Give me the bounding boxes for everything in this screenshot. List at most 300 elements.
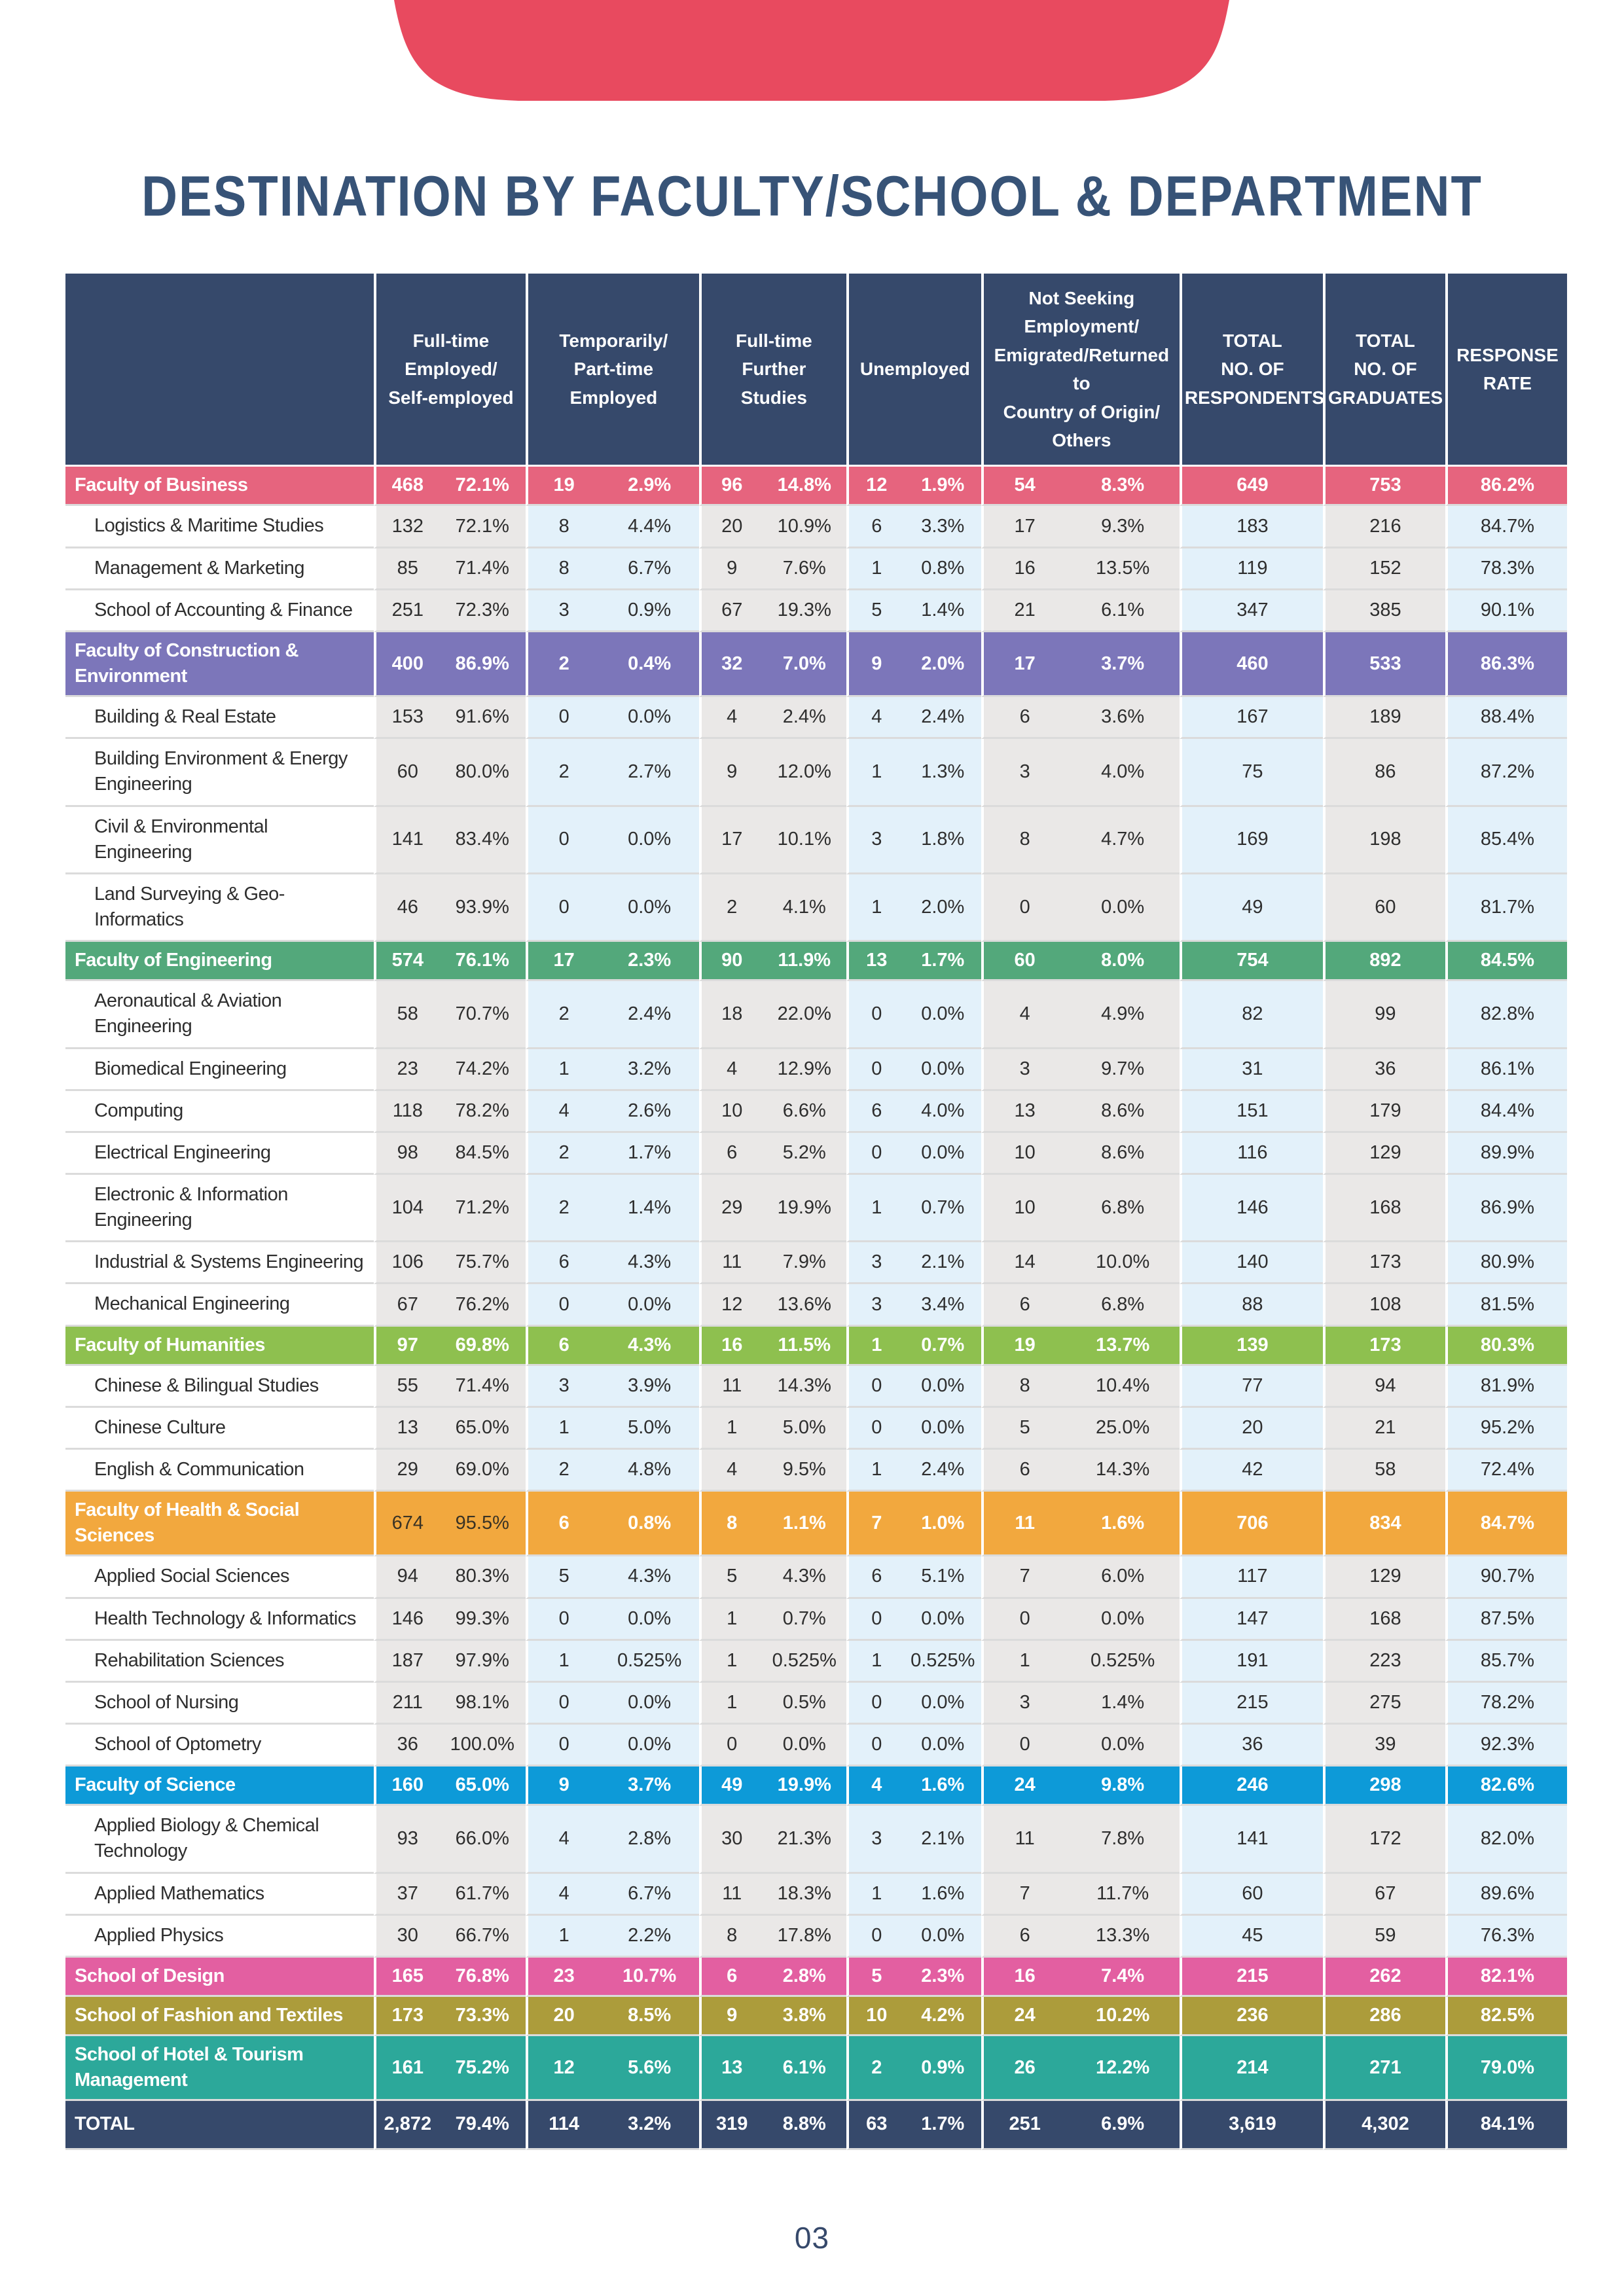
stat-percent: 0.0%	[921, 1141, 965, 1163]
stat-percent: 73.3%	[455, 2005, 509, 2026]
stat-percent: 71.4%	[455, 557, 509, 579]
row-label-cell: Faculty of Business	[65, 467, 374, 506]
stat-count: 13	[721, 2056, 743, 2078]
row-label-cell: School of Fashion and Textiles	[65, 1997, 374, 2036]
stat-pair-cell	[981, 1492, 1180, 1556]
stat-percent: 2.1%	[921, 1251, 965, 1273]
stat-pair-cell	[374, 2101, 526, 2149]
stat-total-cell: 42	[1180, 1450, 1323, 1492]
table-row	[65, 1806, 1567, 1873]
stat-total-cell: 81.9%	[1445, 1366, 1567, 1408]
stat-count: 3	[1019, 761, 1030, 782]
column-header-tp: Temporarily/ Part-time Employed	[526, 274, 699, 467]
stat-total-cell: 45	[1180, 1916, 1323, 1958]
stat-total-cell: 275	[1323, 1683, 1445, 1725]
stat-count: 0	[871, 1003, 882, 1024]
stat-total-cell: 189	[1323, 697, 1445, 739]
stat-total-cell: 84.5%	[1445, 942, 1567, 981]
stat-pair-cell	[699, 1327, 846, 1366]
stat-percent: 0.5%	[782, 1691, 826, 1713]
stat-count: 67	[397, 1293, 418, 1315]
stat-pair-cell	[846, 981, 981, 1049]
stat-percent: 10.1%	[777, 829, 831, 850]
table-row	[65, 1408, 1567, 1450]
table-row	[65, 1958, 1567, 1997]
stat-total-cell: 81.5%	[1445, 1284, 1567, 1326]
stat-count: 0	[558, 706, 569, 728]
stat-total-cell: 85.7%	[1445, 1641, 1567, 1683]
stat-pair-cell	[374, 1242, 526, 1284]
stat-count: 3	[558, 1374, 569, 1396]
stat-count: 6	[1019, 706, 1030, 728]
stat-count: 0	[871, 1374, 882, 1396]
stat-pair-cell	[374, 1175, 526, 1242]
stat-count: 2	[558, 1459, 569, 1480]
stat-percent: 6.1%	[782, 2056, 826, 2078]
row-label-cell: Rehabilitation Sciences	[65, 1641, 374, 1683]
stat-pair-cell	[699, 1806, 846, 1873]
row-label-cell: School of Design	[65, 1958, 374, 1997]
stat-pair-cell	[981, 1958, 1180, 1997]
stat-pair-cell	[374, 1874, 526, 1916]
stat-count: 4	[871, 706, 882, 728]
stat-count: 0	[558, 1734, 569, 1755]
page-title: DESTINATION BY FACULTY/SCHOOL & DEPARTMENT	[141, 164, 1483, 228]
stat-total-cell: 754	[1180, 942, 1323, 981]
row-label-cell: Electrical Engineering	[65, 1133, 374, 1175]
stat-pair-cell	[374, 1997, 526, 2036]
stat-percent: 80.0%	[455, 761, 509, 782]
stat-count: 13	[866, 950, 888, 971]
stat-pair-cell	[699, 1916, 846, 1958]
stat-total-cell: 76.3%	[1445, 1916, 1567, 1958]
stat-pair-cell	[981, 1556, 1180, 1598]
stat-count: 8	[727, 1512, 738, 1534]
stat-pair-cell	[699, 1683, 846, 1725]
stat-total-cell: 60	[1323, 874, 1445, 942]
row-label-cell: Faculty of Health & Social Sciences	[65, 1492, 374, 1556]
table-row	[65, 697, 1567, 739]
stat-percent: 1.3%	[921, 761, 965, 782]
stat-pair-cell	[374, 874, 526, 942]
row-label-cell: Computing	[65, 1091, 374, 1133]
table-row	[65, 1997, 1567, 2036]
stat-percent: 70.7%	[455, 1003, 509, 1024]
stat-total-cell: 85.4%	[1445, 807, 1567, 874]
stat-count: 6	[727, 1965, 738, 1986]
stat-total-cell: 86.2%	[1445, 467, 1567, 506]
stat-count: 0	[871, 1734, 882, 1755]
table-row	[65, 1683, 1567, 1725]
stat-percent: 5.6%	[628, 2056, 672, 2078]
stat-pair-cell	[526, 1049, 699, 1091]
stat-total-cell: 152	[1323, 548, 1445, 590]
stat-total-cell: 80.9%	[1445, 1242, 1567, 1284]
stat-percent: 0.0%	[921, 1003, 965, 1024]
stat-pair-cell	[699, 807, 846, 874]
stat-pair-cell	[981, 2101, 1180, 2149]
stat-percent: 0.525%	[1090, 1649, 1155, 1671]
stat-percent: 3.3%	[921, 515, 965, 537]
stat-percent: 0.4%	[628, 653, 672, 674]
table-row	[65, 1556, 1567, 1598]
stat-percent: 13.7%	[1096, 1334, 1150, 1355]
stat-total-cell: 88.4%	[1445, 697, 1567, 739]
stat-count: 1	[727, 1691, 738, 1713]
stat-count: 3	[871, 829, 882, 850]
row-label-cell: Faculty of Science	[65, 1767, 374, 1806]
stat-count: 11	[1015, 1512, 1035, 1534]
stat-percent: 66.7%	[455, 1924, 509, 1946]
stat-total-cell: 151	[1180, 1091, 1323, 1133]
stat-total-cell: 4,302	[1323, 2101, 1445, 2149]
stat-pair-cell	[981, 1599, 1180, 1641]
stat-percent: 1.9%	[921, 475, 965, 496]
stat-count: 4	[727, 1058, 738, 1079]
stat-count: 1	[871, 761, 882, 782]
row-label-cell: Aeronautical & Aviation Engineering	[65, 981, 374, 1049]
table-header	[65, 274, 1567, 467]
stat-count: 12	[866, 475, 888, 496]
stat-total-cell: 385	[1323, 590, 1445, 632]
stat-count: 6	[558, 1512, 569, 1534]
stat-count: 16	[1014, 1965, 1036, 1986]
table-row	[65, 590, 1567, 632]
stat-pair-cell	[846, 467, 981, 506]
stat-pair-cell	[699, 1599, 846, 1641]
stat-pair-cell	[374, 1492, 526, 1556]
stat-pair-cell	[699, 981, 846, 1049]
stat-count: 1	[1019, 1649, 1030, 1671]
stat-total-cell: 119	[1180, 548, 1323, 590]
stat-pair-cell	[526, 1958, 699, 1997]
stat-percent: 6.9%	[1101, 2113, 1145, 2135]
stat-count: 1	[871, 557, 882, 579]
stat-count: 319	[716, 2113, 748, 2135]
stat-percent: 7.9%	[782, 1251, 826, 1273]
stat-percent: 5.1%	[921, 1566, 965, 1587]
stat-pair-cell	[846, 632, 981, 697]
stat-total-cell: 99	[1323, 981, 1445, 1049]
stat-percent: 7.0%	[782, 653, 826, 674]
stat-percent: 0.8%	[628, 1512, 672, 1534]
stat-total-cell: 78.3%	[1445, 548, 1567, 590]
row-label-cell: English & Communication	[65, 1450, 374, 1492]
stat-percent: 0.0%	[921, 1691, 965, 1713]
stat-percent: 71.4%	[455, 1374, 509, 1396]
stat-percent: 25.0%	[1096, 1416, 1150, 1438]
stat-pair-cell	[846, 548, 981, 590]
stat-count: 1	[727, 1649, 738, 1671]
table-row	[65, 1327, 1567, 1366]
stat-count: 0	[558, 1691, 569, 1713]
stat-pair-cell	[981, 548, 1180, 590]
stat-count: 96	[721, 475, 743, 496]
stat-pair-cell	[846, 1450, 981, 1492]
stat-percent: 0.7%	[782, 1607, 826, 1629]
stat-count: 11	[722, 1882, 742, 1904]
stat-percent: 7.8%	[1101, 1827, 1145, 1849]
stat-pair-cell	[374, 1556, 526, 1598]
stat-pair-cell	[699, 1767, 846, 1806]
stat-total-cell: 88	[1180, 1284, 1323, 1326]
stat-pair-cell	[846, 874, 981, 942]
stat-pair-cell	[374, 1366, 526, 1408]
row-label-cell: Faculty of Engineering	[65, 942, 374, 981]
stat-pair-cell	[374, 467, 526, 506]
stat-count: 7	[1019, 1882, 1030, 1904]
top-red-banner-shape	[393, 0, 1231, 101]
stat-percent: 4.1%	[782, 896, 826, 918]
stat-total-cell: 139	[1180, 1327, 1323, 1366]
stat-percent: 1.7%	[921, 950, 965, 971]
stat-count: 13	[1014, 1100, 1036, 1121]
stat-percent: 76.2%	[455, 1293, 509, 1315]
table-row	[65, 2101, 1567, 2149]
stat-count: 46	[397, 896, 418, 918]
stat-count: 468	[391, 475, 424, 496]
stat-count: 90	[721, 950, 743, 971]
stat-count: 1	[871, 1334, 882, 1355]
stat-total-cell: 169	[1180, 807, 1323, 874]
stat-count: 17	[1014, 653, 1036, 674]
stat-count: 97	[397, 1334, 418, 1355]
stat-percent: 2.9%	[628, 475, 672, 496]
stat-pair-cell	[699, 739, 846, 806]
stat-percent: 84.5%	[455, 1141, 509, 1163]
stat-count: 7	[1019, 1566, 1030, 1587]
stat-total-cell: 86.3%	[1445, 632, 1567, 697]
stat-count: 29	[721, 1196, 743, 1218]
stat-total-cell: 168	[1323, 1599, 1445, 1641]
stat-count: 30	[721, 1827, 743, 1849]
stat-count: 67	[721, 599, 743, 620]
stat-pair-cell	[846, 2036, 981, 2101]
row-label-cell: Industrial & Systems Engineering	[65, 1242, 374, 1284]
stat-pair-cell	[846, 1874, 981, 1916]
stat-count: 674	[391, 1512, 424, 1534]
table-row	[65, 1284, 1567, 1326]
stat-pair-cell	[981, 2036, 1180, 2101]
stat-count: 10	[1014, 1196, 1036, 1218]
stat-total-cell: 116	[1180, 1133, 1323, 1175]
stat-total-cell: 173	[1323, 1242, 1445, 1284]
stat-percent: 0.0%	[921, 1607, 965, 1629]
stat-total-cell: 216	[1323, 506, 1445, 548]
stat-percent: 6.8%	[1101, 1196, 1145, 1218]
stat-percent: 2.7%	[628, 761, 672, 782]
stat-pair-cell	[526, 632, 699, 697]
stat-total-cell: 89.6%	[1445, 1874, 1567, 1916]
stat-count: 93	[397, 1827, 418, 1849]
stat-pair-cell	[981, 1806, 1180, 1873]
stat-total-cell: 82	[1180, 981, 1323, 1049]
stat-count: 0	[558, 1293, 569, 1315]
stat-pair-cell	[846, 590, 981, 632]
stat-percent: 0.525%	[911, 1649, 975, 1671]
stat-percent: 22.0%	[777, 1003, 831, 1024]
stat-total-cell: 834	[1323, 1492, 1445, 1556]
stat-pair-cell	[981, 739, 1180, 806]
stat-total-cell: 31	[1180, 1049, 1323, 1091]
stat-pair-cell	[699, 874, 846, 942]
stat-count: 1	[727, 1607, 738, 1629]
stat-pair-cell	[699, 1874, 846, 1916]
stat-percent: 3.4%	[921, 1293, 965, 1315]
stat-count: 114	[549, 2113, 580, 2135]
stat-count: 165	[391, 1965, 424, 1986]
table-row	[65, 632, 1567, 697]
stat-count: 6	[558, 1251, 569, 1273]
stat-total-cell: 86.9%	[1445, 1175, 1567, 1242]
table-row	[65, 739, 1567, 806]
stat-percent: 0.525%	[617, 1649, 682, 1671]
stat-total-cell: 82.6%	[1445, 1767, 1567, 1806]
stat-total-cell: 59	[1323, 1916, 1445, 1958]
stat-percent: 98.1%	[455, 1691, 509, 1713]
stat-count: 8	[558, 557, 569, 579]
stat-percent: 19.3%	[777, 599, 831, 620]
stat-percent: 2.1%	[921, 1827, 965, 1849]
row-label-cell: School of Accounting & Finance	[65, 590, 374, 632]
stat-total-cell: 86.1%	[1445, 1049, 1567, 1091]
stat-percent: 3.9%	[628, 1374, 672, 1396]
stat-percent: 3.7%	[628, 1774, 672, 1796]
stat-pair-cell	[846, 942, 981, 981]
stat-percent: 0.0%	[921, 1058, 965, 1079]
stat-pair-cell	[981, 1242, 1180, 1284]
stat-total-cell: 94	[1323, 1366, 1445, 1408]
row-label-cell: Civil & Environmental Engineering	[65, 807, 374, 874]
stat-pair-cell	[374, 1599, 526, 1641]
stat-pair-cell	[699, 1641, 846, 1683]
stat-percent: 8.6%	[1101, 1141, 1145, 1163]
table-row	[65, 981, 1567, 1049]
table-row	[65, 1874, 1567, 1916]
stat-percent: 1.6%	[921, 1882, 965, 1904]
stat-count: 6	[727, 1141, 738, 1163]
header-row	[65, 274, 1567, 467]
stat-total-cell: 108	[1323, 1284, 1445, 1326]
stat-pair-cell	[846, 1683, 981, 1725]
table-row	[65, 1641, 1567, 1683]
stat-pair-cell	[699, 632, 846, 697]
stat-percent: 1.4%	[921, 599, 965, 620]
stat-pair-cell	[699, 1175, 846, 1242]
stat-pair-cell	[699, 2101, 846, 2149]
stat-percent: 2.4%	[628, 1003, 672, 1024]
stat-count: 9	[558, 1774, 569, 1796]
stat-percent: 0.0%	[628, 1293, 672, 1315]
stat-pair-cell	[699, 1408, 846, 1450]
stat-total-cell: 129	[1323, 1133, 1445, 1175]
stat-percent: 4.0%	[1101, 761, 1145, 782]
stat-total-cell: 77	[1180, 1366, 1323, 1408]
row-label-cell: Management & Marketing	[65, 548, 374, 590]
stat-percent: 14.3%	[777, 1374, 831, 1396]
stat-count: 1	[871, 1196, 882, 1218]
stat-pair-cell	[526, 1683, 699, 1725]
stat-percent: 1.4%	[628, 1196, 672, 1218]
stat-pair-cell	[526, 1806, 699, 1873]
stat-pair-cell	[374, 1641, 526, 1683]
stat-pair-cell	[526, 1450, 699, 1492]
stat-percent: 0.0%	[1101, 1734, 1145, 1755]
stat-count: 4	[1019, 1003, 1030, 1024]
stat-pair-cell	[374, 1284, 526, 1326]
table-row	[65, 1767, 1567, 1806]
stat-total-cell: 753	[1323, 467, 1445, 506]
stat-total-cell: 95.2%	[1445, 1408, 1567, 1450]
stat-count: 173	[391, 2005, 424, 2026]
table-row	[65, 1091, 1567, 1133]
stat-count: 23	[553, 1965, 575, 1986]
stat-percent: 19.9%	[777, 1774, 831, 1796]
stat-percent: 10.0%	[1096, 1251, 1150, 1273]
stat-total-cell: 92.3%	[1445, 1725, 1567, 1767]
stat-count: 3	[1019, 1058, 1030, 1079]
stat-percent: 3.2%	[628, 1058, 672, 1079]
stat-percent: 11.5%	[778, 1334, 831, 1355]
stat-pair-cell	[526, 1366, 699, 1408]
stat-percent: 3.7%	[1101, 653, 1145, 674]
stat-pair-cell	[526, 1641, 699, 1683]
stat-percent: 83.4%	[455, 829, 509, 850]
stat-pair-cell	[846, 1767, 981, 1806]
stat-pair-cell	[699, 697, 846, 739]
stat-count: 132	[391, 515, 424, 537]
stat-pair-cell	[699, 1242, 846, 1284]
stat-pair-cell	[526, 548, 699, 590]
stat-percent: 1.6%	[1101, 1512, 1145, 1534]
stat-pair-cell	[374, 1916, 526, 1958]
row-label-cell: Chinese Culture	[65, 1408, 374, 1450]
stat-count: 4	[558, 1100, 569, 1121]
stat-percent: 4.3%	[628, 1566, 672, 1587]
stat-total-cell: 3,619	[1180, 2101, 1323, 2149]
stat-pair-cell	[846, 506, 981, 548]
stat-percent: 8.0%	[1101, 950, 1145, 971]
stat-pair-cell	[981, 1874, 1180, 1916]
stat-count: 8	[558, 515, 569, 537]
stat-percent: 0.0%	[628, 1734, 672, 1755]
stat-pair-cell	[846, 1049, 981, 1091]
stat-percent: 74.2%	[455, 1058, 509, 1079]
stat-percent: 1.7%	[628, 1141, 672, 1163]
stat-count: 9	[727, 761, 738, 782]
stat-count: 10	[866, 2005, 888, 2026]
stat-percent: 4.3%	[628, 1251, 672, 1273]
stat-count: 5	[871, 599, 882, 620]
stat-percent: 2.0%	[921, 896, 965, 918]
stat-pair-cell	[981, 467, 1180, 506]
stat-percent: 2.8%	[782, 1965, 826, 1986]
stat-count: 26	[1014, 2056, 1036, 2078]
stat-total-cell: 347	[1180, 590, 1323, 632]
stat-percent: 4.3%	[782, 1566, 826, 1587]
stat-count: 12	[721, 1293, 743, 1315]
stat-total-cell: 39	[1323, 1725, 1445, 1767]
stat-count: 146	[391, 1607, 424, 1629]
stat-percent: 93.9%	[455, 896, 509, 918]
stat-percent: 78.2%	[455, 1100, 509, 1121]
stat-total-cell: 173	[1323, 1327, 1445, 1366]
stat-count: 17	[1014, 515, 1036, 537]
stat-percent: 0.0%	[628, 1607, 672, 1629]
stat-count: 17	[553, 950, 575, 971]
stat-pair-cell	[846, 1366, 981, 1408]
stat-pair-cell	[699, 548, 846, 590]
